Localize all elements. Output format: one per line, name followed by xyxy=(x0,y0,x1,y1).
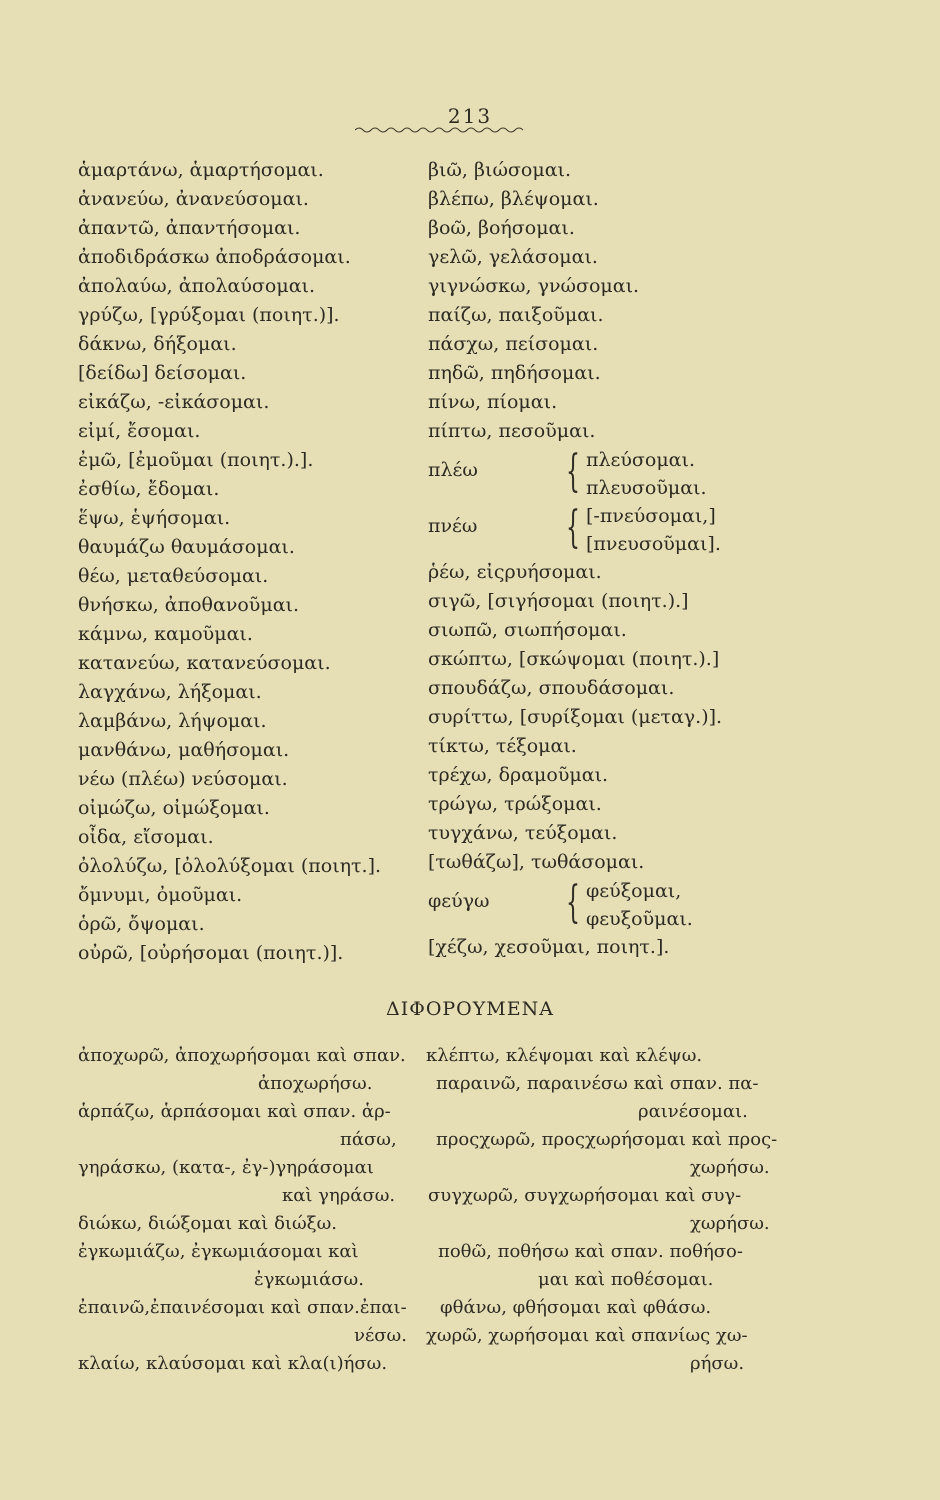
brace-entry-pheugo xyxy=(428,877,758,933)
brace-form: [-πνεύσομαι,] xyxy=(586,505,716,527)
verb-entry: παίζω, παιξοῦμαι. xyxy=(428,304,604,326)
entry-text: ἐγκωμιάσω. xyxy=(254,1269,364,1290)
text-line xyxy=(78,1182,798,1210)
verb-entry: πηδῶ, πηδήσομαι. xyxy=(428,362,601,384)
verb-entry: κατανεύω, κατανεύσομαι. xyxy=(78,652,331,674)
entry-text: ρήσω. xyxy=(690,1353,745,1374)
verb-entry: θνήσκω, ἀποθανοῦμαι. xyxy=(78,594,300,616)
right-verb-column xyxy=(428,156,758,962)
entry-text: συγχωρῶ, συγχωρήσομαι καὶ συγ- xyxy=(428,1185,742,1206)
verb-entry: ἐμῶ, [ἐμοῦμαι (ποιητ.).]. xyxy=(78,449,314,471)
entry-text: καὶ γηράσω. xyxy=(282,1185,396,1206)
verb-entry: σιγῶ, [σιγήσομαι (ποιητ.).] xyxy=(428,590,689,612)
verb-entry: μανθάνω, μαθήσομαι. xyxy=(78,739,290,761)
brace-entry-pleo xyxy=(428,446,758,502)
verb-entry: νέω (πλέω) νεύσομαι. xyxy=(78,768,288,790)
brace-head: πνέω xyxy=(428,515,478,537)
verb-entry: θαυμάζω θαυμάσομαι. xyxy=(78,536,295,558)
verb-entry: σκώπτω, [σκώψομαι (ποιητ.).] xyxy=(428,648,720,670)
entry-text: προςχωρῶ, προςχωρήσομαι καὶ προς- xyxy=(436,1129,778,1150)
verb-entry: ἀποδιδράσκω ἀποδράσομαι. xyxy=(78,246,351,268)
verb-entry: κάμνω, καμοῦμαι. xyxy=(78,623,253,645)
verb-entry: τρώγω, τρώξομαι. xyxy=(428,793,602,815)
brace-head: πλέω xyxy=(428,459,478,481)
verb-entry: [δείδω] δείσομαι. xyxy=(78,362,247,384)
verb-entry: ὄμνυμι, ὀμοῦμαι. xyxy=(78,884,243,906)
entry-text: χωρῶ, χωρήσομαι καὶ σπανίως χω- xyxy=(426,1325,748,1346)
brace-icon: { xyxy=(566,877,580,928)
entry-text: ἀποχωρήσω. xyxy=(258,1073,373,1094)
verb-entry: ῥέω, εἰςρυήσομαι. xyxy=(428,561,602,583)
brace-forms xyxy=(586,502,721,558)
brace-form: πλεύσομαι. xyxy=(586,449,695,471)
text-line xyxy=(78,1294,798,1322)
entry-text: διώκω, διώξομαι καὶ διώξω. xyxy=(78,1213,337,1234)
verb-entry: εἰμί, ἔσομαι. xyxy=(78,420,201,442)
verb-entry: δάκνω, δήξομαι. xyxy=(78,333,237,355)
decorative-rule xyxy=(355,126,525,134)
entry-text: ἐπαινῶ,ἐπαινέσομαι καὶ σπαν.ἐπαι- xyxy=(78,1297,407,1318)
entry-text: ποθῶ, ποθήσω καὶ σπαν. ποθήσο- xyxy=(438,1241,743,1262)
verb-entry: οἶδα, εἴσομαι. xyxy=(78,826,214,848)
text-line xyxy=(78,1126,798,1154)
verb-entry: ἕψω, ἑψήσομαι. xyxy=(78,507,231,529)
brace-icon: { xyxy=(566,446,580,497)
text-line xyxy=(78,1266,798,1294)
diforoumena-section xyxy=(78,1042,798,1378)
verb-entry: βιῶ, βιώσομαι. xyxy=(428,159,572,181)
entry-text: παραινῶ, παραινέσω καὶ σπαν. πα- xyxy=(436,1073,759,1094)
verb-entry: συρίττω, [συρίξομαι (μεταγ.)]. xyxy=(428,706,723,728)
verb-entry: ἁμαρτάνω, ἁμαρτήσομαι. xyxy=(78,159,324,181)
verb-entry: πάσχω, πείσομαι. xyxy=(428,333,599,355)
verb-entry: πίνω, πίομαι. xyxy=(428,391,558,413)
text-line xyxy=(78,1350,798,1378)
left-verb-column xyxy=(78,156,408,968)
verb-entry: οὐρῶ, [οὐρήσομαι (ποιητ.)]. xyxy=(78,942,344,964)
entry-text: κλέπτω, κλέψομαι καὶ κλέψω. xyxy=(426,1045,703,1066)
verb-entry: [χέζω, χεσοῦμαι, ποιητ.]. xyxy=(428,936,670,958)
text-line xyxy=(78,1322,798,1350)
verb-entry: οἰμώζω, οἰμώξομαι. xyxy=(78,797,270,819)
entry-text: φθάνω, φθήσομαι καὶ φθάσω. xyxy=(440,1297,712,1318)
verb-entry: ἀπολαύω, ἀπολαύσομαι. xyxy=(78,275,316,297)
verb-entry: σπουδάζω, σπουδάσομαι. xyxy=(428,677,675,699)
verb-entry: ὀλολύζω, [ὀλολύξομαι (ποιητ.]. xyxy=(78,855,382,877)
brace-form: [πνευσοῦμαι]. xyxy=(586,533,721,555)
verb-entry: ἀνανεύω, ἀνανεύσομαι. xyxy=(78,188,309,210)
verb-entry: θέω, μεταθεύσομαι. xyxy=(78,565,269,587)
entry-text: γηράσκω, (κατα-, ἐγ-)γηράσομαι xyxy=(78,1157,374,1178)
entry-text: κλαίω, κλαύσομαι καὶ κλα(ι)ήσω. xyxy=(78,1353,388,1374)
verb-entry: εἰκάζω, -εἰκάσομαι. xyxy=(78,391,270,413)
page-number: 213 xyxy=(447,104,493,128)
text-line xyxy=(78,1238,798,1266)
text-line xyxy=(78,1098,798,1126)
verb-entry: τρέχω, δραμοῦμαι. xyxy=(428,764,609,786)
brace-form: πλευσοῦμαι. xyxy=(586,477,707,499)
text-line xyxy=(78,1042,798,1070)
entry-text: ἀποχωρῶ, ἀποχωρήσομαι καὶ σπαν. xyxy=(78,1045,406,1066)
text-line xyxy=(78,1210,798,1238)
verb-entry: βλέπω, βλέψομαι. xyxy=(428,188,599,210)
brace-entry-pneo xyxy=(428,502,758,558)
entry-text: πάσω, xyxy=(340,1129,397,1150)
entry-text: μαι καὶ ποθέσομαι. xyxy=(538,1269,714,1290)
entry-text: ἐγκωμιάζω, ἐγκωμιάσομαι καὶ xyxy=(78,1241,359,1262)
entry-text: ραινέσομαι. xyxy=(638,1101,748,1122)
verb-entry: ἐσθίω, ἔδομαι. xyxy=(78,478,220,500)
verb-entry: σιωπῶ, σιωπήσομαι. xyxy=(428,619,627,641)
verb-entry: ὁρῶ, ὄψομαι. xyxy=(78,913,205,935)
verb-entry: γελῶ, γελάσομαι. xyxy=(428,246,598,268)
verb-entry: βοῶ, βοήσομαι. xyxy=(428,217,575,239)
verb-entry: λαγχάνω, λήξομαι. xyxy=(78,681,262,703)
verb-entry: γρύζω, [γρύξομαι (ποιητ.)]. xyxy=(78,304,340,326)
brace-form: φεύξομαι, xyxy=(586,880,682,902)
verb-entry: γιγνώσκω, γνώσομαι. xyxy=(428,275,640,297)
entry-text: νέσω. xyxy=(354,1325,407,1346)
entry-text: χωρήσω. xyxy=(690,1157,770,1178)
section-title: ΔΙΦΟΡΟΥΜΕΝΑ xyxy=(386,998,554,1020)
verb-entry: λαμβάνω, λήψομαι. xyxy=(78,710,267,732)
brace-forms xyxy=(586,446,707,502)
entry-text: ἁρπάζω, ἁρπάσομαι καὶ σπαν. ἁρ- xyxy=(78,1101,391,1122)
verb-entry: τυγχάνω, τεύξομαι. xyxy=(428,822,618,844)
verb-entry: τίκτω, τέξομαι. xyxy=(428,735,577,757)
text-line xyxy=(78,1154,798,1182)
text-line xyxy=(78,1070,798,1098)
verb-entry: [τωθάζω], τωθάσομαι. xyxy=(428,851,645,873)
entry-text: χωρήσω. xyxy=(690,1213,770,1234)
brace-forms xyxy=(586,877,693,933)
brace-icon: { xyxy=(566,502,580,553)
brace-form: φευξοῦμαι. xyxy=(586,908,693,930)
verb-entry: πίπτω, πεσοῦμαι. xyxy=(428,420,596,442)
verb-entry: ἀπαντῶ, ἀπαντήσομαι. xyxy=(78,217,301,239)
brace-head: φεύγω xyxy=(428,890,490,912)
